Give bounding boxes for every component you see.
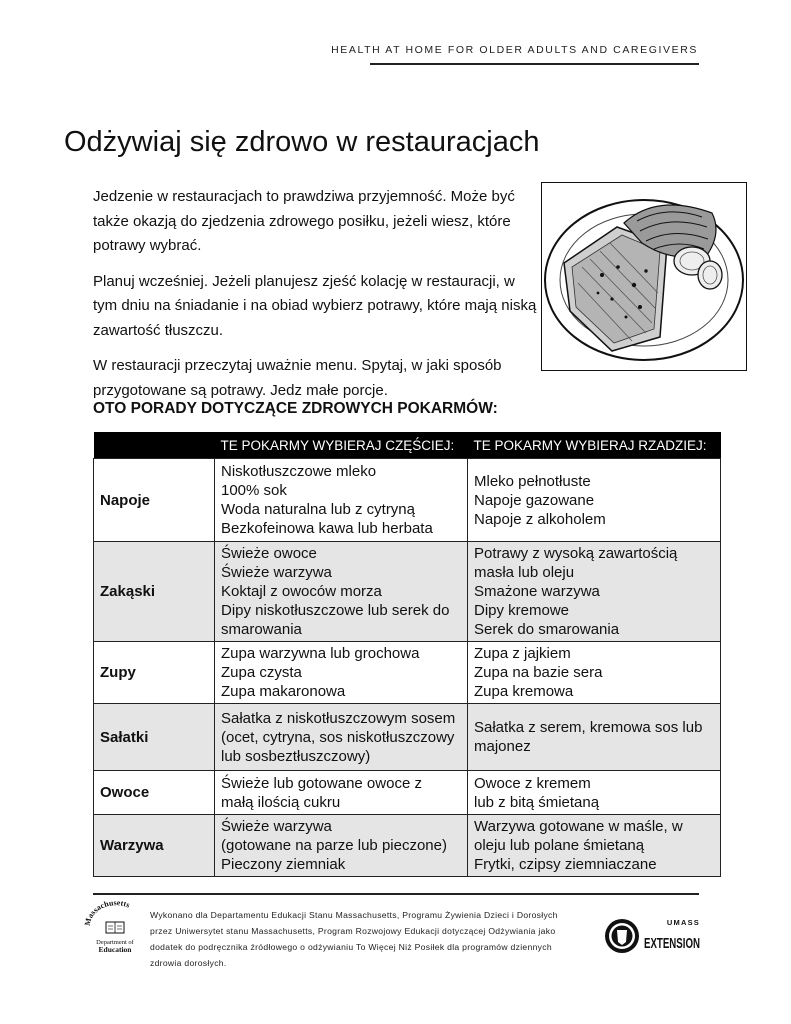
- food-item: Warzywa gotowane w maśle, w: [474, 818, 683, 835]
- choose-less-cell: [468, 542, 721, 642]
- category-cell: Sałatki: [94, 704, 215, 771]
- food-item: Serek do smarowania: [474, 621, 620, 638]
- choose-less-cell: [468, 815, 721, 877]
- header-series-title: HEALTH AT HOME FOR OLDER ADULTS AND CAREGIVERS: [331, 44, 698, 56]
- food-item: Zupa czysta: [221, 664, 302, 681]
- page-title: Odżywiaj się zdrowo w restauracjach: [64, 126, 540, 158]
- choose-more-column-header: TE POKARMY WYBIERAJ CZĘŚCIEJ:: [215, 432, 468, 459]
- category-cell: Zupy: [94, 642, 215, 704]
- food-item: smarowania: [221, 621, 302, 638]
- food-item: Dipy niskotłuszczowe lub serek do: [221, 602, 450, 619]
- massachusetts-education-logo: [84, 900, 146, 960]
- food-item: Sałatka z serem, kremowa sos lub: [474, 719, 703, 736]
- intro-text: [93, 185, 538, 414]
- table-row: [94, 704, 721, 771]
- umass-extension-logo: [604, 914, 700, 956]
- tips-heading: OTO PORADY DOTYCZĄCE ZDROWYCH POKARMÓW:: [93, 400, 498, 417]
- intro-paragraph: W restauracji przeczytaj uważnie menu. Spytaj, w jaki sposób przygotowane są potrawy. Jedz małe porcje.: [93, 357, 502, 399]
- food-item: Zupa makaronowa: [221, 683, 346, 700]
- footer-credit-line: Wykonano dla Departamentu Edukacji Stanu Massachusetts, Programu Żywienia Dzieci i Dorosłych: [150, 910, 558, 920]
- food-item: Pieczony ziemniak: [221, 856, 346, 873]
- umass-small-text: UMASS: [666, 918, 700, 927]
- food-item: Koktajl z owoców morza: [221, 583, 382, 600]
- header-rule: [370, 63, 699, 65]
- extension-text: EXTENSION: [644, 935, 700, 952]
- food-choices-table: [93, 432, 721, 877]
- category-cell: Warzywa: [94, 815, 215, 877]
- food-item: Świeże warzywa: [221, 818, 332, 835]
- food-item: Sałatka z niskotłuszczowym sosem: [221, 709, 456, 727]
- intro-paragraph: Planuj wcześniej. Jeżeli planujesz zjeść kolację w restauracji, w tym dniu na śniadanie i na obiad wybierz potrawy, które mają niską zawartość tłuszczu.: [93, 272, 537, 339]
- food-item: Świeże lub gotowane owoce z: [221, 774, 422, 792]
- plate-with-fish-drawing: [542, 183, 745, 369]
- category-cell: Zakąski: [94, 542, 215, 642]
- food-item: Niskotłuszczowe mleko: [221, 463, 377, 480]
- choose-less-cell: [468, 459, 721, 542]
- choose-less-cell: [468, 642, 721, 704]
- food-item: Zupa z jajkiem: [474, 645, 571, 662]
- food-item: Dipy kremowe: [474, 602, 570, 619]
- footer-credit-line: dodatek do podręcznika źródłowego o odżywianiu To Więcej Niż Posiłek dla programów dziennych: [150, 942, 552, 952]
- choose-more-cell: [215, 642, 468, 704]
- choose-more-cell: [215, 459, 468, 542]
- food-item: (gotowane na parze lub pieczone): [221, 837, 447, 854]
- choose-more-cell: [215, 771, 468, 815]
- food-item: Woda naturalna lub z cytryną: [221, 501, 415, 518]
- food-item: 100% sok: [221, 482, 287, 499]
- table-row: [94, 459, 721, 542]
- choose-more-cell: [215, 542, 468, 642]
- table-row: [94, 542, 721, 642]
- food-item: majonez: [474, 738, 531, 755]
- food-item: Świeże owoce: [221, 545, 317, 562]
- food-item: lub sosbeztłuszczowy): [221, 747, 371, 765]
- food-item: lub z bitą śmietaną: [474, 793, 600, 811]
- food-item: Napoje z alkoholem: [474, 510, 606, 528]
- food-item: Napoje gazowane: [474, 491, 595, 509]
- food-item: Bezkofeinowa kawa lub herbata: [221, 520, 433, 537]
- food-item: Owoce z kremem: [474, 774, 591, 792]
- food-item: (ocet, cytryna, sos niskotłuszczowy: [221, 728, 455, 746]
- intro-paragraph: Jedzenie w restauracjach to prawdziwa przyjemność. Może być także okazją do zjedzenia zdrowego posiłku, jeżeli wiesz, które potrawy wybrać.: [93, 188, 515, 254]
- ma-logo-top-text: assachusetts: [85, 900, 131, 920]
- food-item: Mleko pełnotłuste: [474, 472, 591, 490]
- category-column-header: [94, 432, 215, 459]
- category-cell: Owoce: [94, 771, 215, 815]
- footer-credit-line: przez Uniwersytet stanu Massachusetts, Program Rozwojowy Edukacji dotyczącej Odżywiania jako: [150, 926, 556, 936]
- category-cell: Napoje: [94, 459, 215, 542]
- ma-logo-line2: Education: [98, 945, 132, 954]
- choose-less-cell: [468, 771, 721, 815]
- footer-rule: [93, 893, 699, 895]
- table-row: [94, 771, 721, 815]
- food-item: Frytki, czipsy ziemniaczane: [474, 856, 657, 873]
- choose-less-cell: [468, 704, 721, 771]
- table-row: [94, 642, 721, 704]
- footer-credit-line: zdrowia dorosłych.: [150, 958, 227, 968]
- choose-more-cell: [215, 815, 468, 877]
- food-item: Zupa na bazie sera: [474, 664, 603, 681]
- food-item: Potrawy z wysoką zawartością: [474, 545, 678, 562]
- food-item: małą ilością cukru: [221, 793, 341, 811]
- choose-more-cell: [215, 704, 468, 771]
- fish-plate-illustration: [541, 182, 747, 371]
- food-item: Świeże warzywa: [221, 564, 332, 581]
- food-item: oleju lub polane śmietaną: [474, 837, 645, 854]
- ma-logo-line1: Department of: [96, 939, 134, 946]
- footer-credit: [150, 907, 602, 971]
- food-item: Zupa warzywna lub grochowa: [221, 645, 420, 662]
- table-row: [94, 815, 721, 877]
- food-item: Smażone warzywa: [474, 583, 600, 600]
- choose-less-column-header: TE POKARMY WYBIERAJ RZADZIEJ:: [468, 432, 721, 459]
- food-item: masła lub oleju: [474, 564, 575, 581]
- table-header-row: [94, 432, 721, 459]
- food-item: Zupa kremowa: [474, 683, 574, 700]
